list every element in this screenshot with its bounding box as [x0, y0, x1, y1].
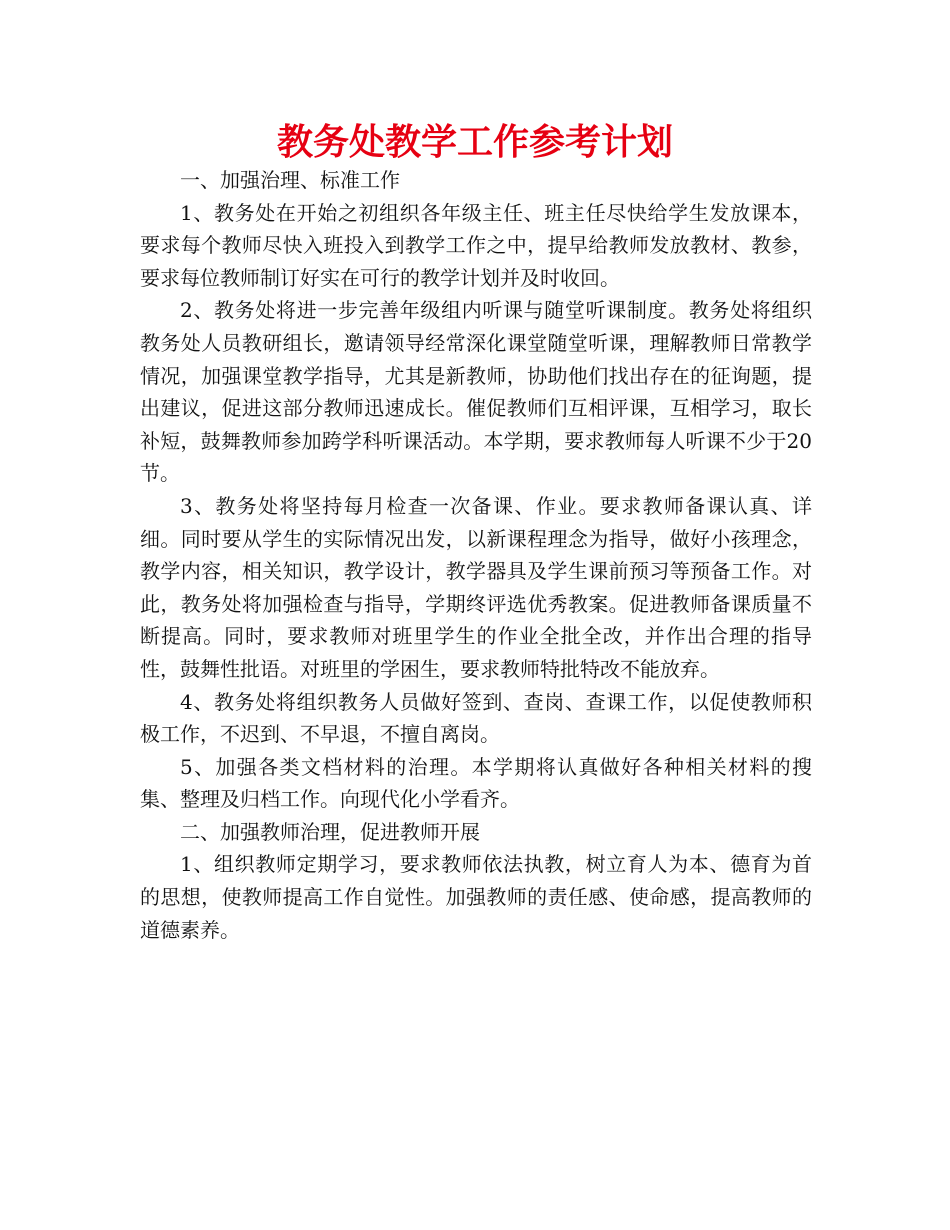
section-heading-2: 二、加强教师治理，促进教师开展: [180, 819, 480, 844]
paragraph-1-1: 1、教务处在开始之初组织各年级主任、班主任尽快给学生发放课本，要求每个教师尽快入班投入到教学工作之中，提早给教师发放教材、教参，要求每位教师制订好实在可行的教学计划并及时收回。: [140, 200, 812, 290]
paragraph-1-2: 2、教务处将进一步完善年级组内听课与随堂听课制度。教务处将组织教务处人员教研组长，邀请领导经常深化课堂随堂听课，理解教师日常教学情况，加强课堂教学指导，尤其是新教师，协助他们找出存在的征询题，提出建议，促进这部分教师迅速成长。催促教师们互相评课，互相学习，取长补短，鼓舞教师参加跨学科听课活动。本学期，要求教师每人听课不少于20节。: [140, 298, 812, 486]
paragraph-1-3: 3、教务处将坚持每月检查一次备课、作业。要求教师备课认真、详细。同时要从学生的实际情况出发，以新课程理念为指导，做好小孩理念，教学内容，相关知识，教学设计，教学器具及学生课前预习等预备工作。对此，教务处将加强检查与指导，学期终评选优秀教案。促进教师备课质量不断提高。同时，要求教师对班里学生的作业全批全改，并作出合理的指导性，鼓舞性批语。对班里的学困生，要求教师特批特改不能放弃。: [140, 493, 812, 681]
paragraph-1-4: 4、教务处将组织教务人员做好签到、查岗、查课工作，以促使教师积极工作，不迟到、不早退，不擅自离岗。: [140, 689, 812, 747]
document-body: [140, 164, 812, 946]
document-title: 教务处教学工作参考计划: [276, 122, 673, 163]
section-heading-1: 一、加强治理、标准工作: [180, 168, 400, 192]
paragraph-2-1: 1、组织教师定期学习，要求教师依法执教，树立育人为本、德育为首的思想，使教师提高工作自觉性。加强教师的责任感、使命感，提高教师的道德素养。: [140, 852, 812, 942]
paragraph-1-5: 5、加强各类文档材料的治理。本学期将认真做好各种相关材料的搜集、整理及归档工作。向现代化小学看齐。: [140, 754, 812, 812]
